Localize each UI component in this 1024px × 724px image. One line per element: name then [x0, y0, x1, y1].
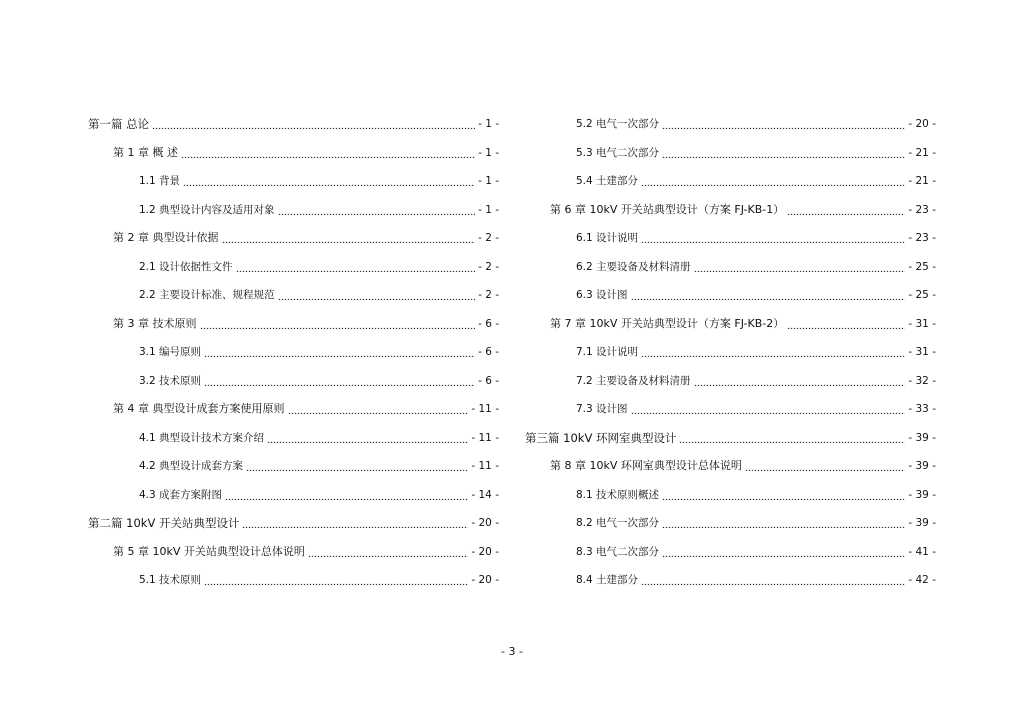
toc-entry-page: - 11 - — [471, 403, 499, 416]
dot-leader — [694, 376, 906, 386]
toc-entry-page: - 1 - — [478, 146, 499, 159]
toc-entry-title: 3.2 技术原则 — [139, 374, 202, 387]
dot-leader — [246, 461, 468, 471]
toc-entry[interactable] — [525, 310, 936, 339]
toc-entry-title: 第 6 章 10kV 开关站典型设计（方案 FJ-KB-1） — [550, 202, 785, 216]
toc-entry-title: 第一篇 总论 — [88, 117, 150, 132]
dot-leader — [662, 547, 905, 557]
page-number: - 3 - — [501, 645, 523, 658]
dot-leader — [204, 347, 475, 357]
toc-entry[interactable] — [525, 281, 936, 310]
dot-leader — [204, 376, 475, 386]
dot-leader — [787, 319, 905, 329]
dot-leader — [225, 490, 468, 500]
toc-entry-title: 8.3 电气二次部分 — [576, 545, 660, 558]
toc-entry[interactable] — [88, 538, 499, 567]
toc-entry[interactable] — [525, 139, 936, 168]
toc-entry[interactable] — [88, 139, 499, 168]
toc-entry-page: - 39 - — [908, 460, 936, 473]
toc-entry-title: 第 1 章 概 述 — [113, 145, 178, 159]
toc-entry[interactable] — [88, 338, 499, 367]
toc-entry-title: 第 8 章 10kV 环网室典型设计总体说明 — [550, 459, 742, 473]
toc-entry-title: 第三篇 10kV 环网室典型设计 — [525, 430, 677, 445]
toc-entry-title: 5.2 电气一次部分 — [576, 118, 660, 131]
toc-entry-page: - 25 - — [908, 260, 936, 273]
dot-leader — [641, 347, 905, 357]
dot-leader — [641, 176, 905, 186]
toc-entry-title: 2.2 主要设计标准、规程规范 — [139, 289, 275, 302]
toc-entry-page: - 42 - — [908, 574, 936, 587]
dot-leader — [631, 290, 906, 300]
toc-entry-page: - 2 - — [478, 289, 499, 302]
toc-entry-title: 4.1 典型设计技术方案介绍 — [139, 431, 265, 444]
dot-leader — [308, 547, 468, 557]
toc-entry[interactable] — [525, 253, 936, 282]
toc-entry-title: 8.1 技术原则概述 — [576, 488, 660, 501]
toc-entry-page: - 39 - — [908, 431, 936, 444]
dot-leader — [204, 575, 468, 585]
dot-leader — [278, 290, 476, 300]
toc-entry-page: - 39 - — [908, 517, 936, 530]
dot-leader — [267, 433, 468, 443]
toc-entry-title: 1.2 典型设计内容及适用对象 — [139, 203, 275, 216]
toc-entry-title: 6.3 设计图 — [576, 289, 628, 302]
toc-entry-page: - 11 - — [471, 431, 499, 444]
toc-entry-page: - 14 - — [471, 488, 499, 501]
toc-entry[interactable] — [88, 481, 499, 510]
dot-leader — [288, 404, 469, 414]
toc-entry-title: 5.1 技术原则 — [139, 574, 202, 587]
toc-entry-title: 6.1 设计说明 — [576, 232, 639, 245]
toc-entry-page: - 2 - — [478, 260, 499, 273]
dot-leader — [278, 205, 476, 215]
toc-entry-page: - 23 - — [908, 203, 936, 216]
toc-entry-page: - 21 - — [908, 175, 936, 188]
toc-entry[interactable] — [525, 452, 936, 481]
dot-leader — [787, 205, 905, 215]
toc-entry-page: - 39 - — [908, 488, 936, 501]
toc-entry-page: - 20 - — [471, 574, 499, 587]
toc-entry[interactable] — [88, 395, 499, 424]
toc-entry-title: 第 4 章 典型设计成套方案使用原则 — [113, 402, 285, 416]
dot-leader — [679, 433, 905, 443]
toc-entry-page: - 20 - — [471, 545, 499, 558]
dot-leader — [662, 148, 905, 158]
toc-entry-title: 8.2 电气一次部分 — [576, 517, 660, 530]
dot-leader — [242, 518, 468, 528]
dot-leader — [183, 176, 475, 186]
toc-entry-title: 3.1 编号原则 — [139, 346, 202, 359]
toc-entry-title: 7.2 主要设备及材料清册 — [576, 374, 691, 387]
dot-leader — [662, 490, 905, 500]
dot-leader — [236, 262, 476, 272]
toc-entry[interactable] — [525, 538, 936, 567]
toc-entry[interactable] — [525, 481, 936, 510]
toc-entry-title: 第 7 章 10kV 开关站典型设计（方案 FJ-KB-2） — [550, 316, 785, 330]
toc-entry[interactable] — [525, 167, 936, 196]
toc-entry[interactable] — [525, 424, 936, 453]
toc-entry[interactable] — [525, 338, 936, 367]
toc-entry[interactable] — [525, 509, 936, 538]
toc-entry-title: 4.3 成套方案附图 — [139, 488, 223, 501]
toc-entry-title: 第 3 章 技术原则 — [113, 316, 197, 330]
toc-entry-page: - 1 - — [478, 203, 499, 216]
toc-entry-title: 2.1 设计依据性文件 — [139, 260, 233, 273]
dot-leader — [662, 518, 905, 528]
toc-entry-title: 5.4 土建部分 — [576, 175, 639, 188]
toc-entry[interactable] — [525, 224, 936, 253]
toc-entry[interactable] — [88, 452, 499, 481]
dot-leader — [631, 404, 906, 414]
toc-entry-page: - 20 - — [471, 517, 499, 530]
toc-entry-title: 7.1 设计说明 — [576, 346, 639, 359]
toc-entry[interactable] — [88, 424, 499, 453]
toc-entry-page: - 6 - — [478, 346, 499, 359]
toc-entry-page: - 21 - — [908, 146, 936, 159]
toc-entry-page: - 25 - — [908, 289, 936, 302]
toc-entry-page: - 31 - — [908, 317, 936, 330]
toc-entry-page: - 6 - — [478, 317, 499, 330]
toc-right-column — [525, 110, 936, 595]
toc-entry-page: - 33 - — [908, 403, 936, 416]
dot-leader — [200, 319, 476, 329]
toc-entry-page: - 31 - — [908, 346, 936, 359]
toc-entry-page: - 23 - — [908, 232, 936, 245]
toc-entry[interactable] — [88, 224, 499, 253]
toc-entry[interactable] — [88, 110, 499, 139]
toc-entry-page: - 2 - — [478, 232, 499, 245]
dot-leader — [222, 233, 476, 243]
toc-entry-title: 7.3 设计图 — [576, 403, 628, 416]
toc-entry[interactable] — [88, 167, 499, 196]
toc-entry-title: 6.2 主要设备及材料清册 — [576, 260, 691, 273]
toc-entry-page: - 1 - — [478, 118, 499, 131]
toc-entry[interactable] — [88, 509, 499, 538]
toc-entry[interactable] — [525, 566, 936, 595]
toc-entry[interactable] — [88, 253, 499, 282]
toc-entry[interactable] — [88, 281, 499, 310]
toc-entry[interactable] — [525, 367, 936, 396]
toc-entry[interactable] — [525, 110, 936, 139]
toc-entry-title: 8.4 土建部分 — [576, 574, 639, 587]
toc-entry-page: - 6 - — [478, 374, 499, 387]
toc-entry[interactable] — [88, 566, 499, 595]
toc-entry-title: 第 2 章 典型设计依据 — [113, 231, 219, 245]
toc-entry-title: 4.2 典型设计成套方案 — [139, 460, 244, 473]
toc-entry[interactable] — [88, 310, 499, 339]
toc-left-column — [88, 110, 499, 595]
toc-entry[interactable] — [88, 196, 499, 225]
toc-entry-page: - 20 - — [908, 118, 936, 131]
toc-entry[interactable] — [525, 395, 936, 424]
toc-entry-page: - 32 - — [908, 374, 936, 387]
dot-leader — [641, 233, 905, 243]
dot-leader — [745, 461, 905, 471]
toc-entry-page: - 1 - — [478, 175, 499, 188]
dot-leader — [694, 262, 906, 272]
toc-entry-title: 5.3 电气二次部分 — [576, 146, 660, 159]
dot-leader — [181, 148, 475, 158]
toc-entry[interactable] — [88, 367, 499, 396]
dot-leader — [152, 119, 475, 129]
toc-entry-title: 1.1 背景 — [139, 175, 181, 188]
toc-entry[interactable] — [525, 196, 936, 225]
toc-entry-title: 第二篇 10kV 开关站典型设计 — [88, 516, 240, 531]
toc-entry-page: - 11 - — [471, 460, 499, 473]
toc-entry-title: 第 5 章 10kV 开关站典型设计总体说明 — [113, 544, 305, 558]
dot-leader — [662, 119, 905, 129]
toc-entry-page: - 41 - — [908, 545, 936, 558]
dot-leader — [641, 575, 905, 585]
